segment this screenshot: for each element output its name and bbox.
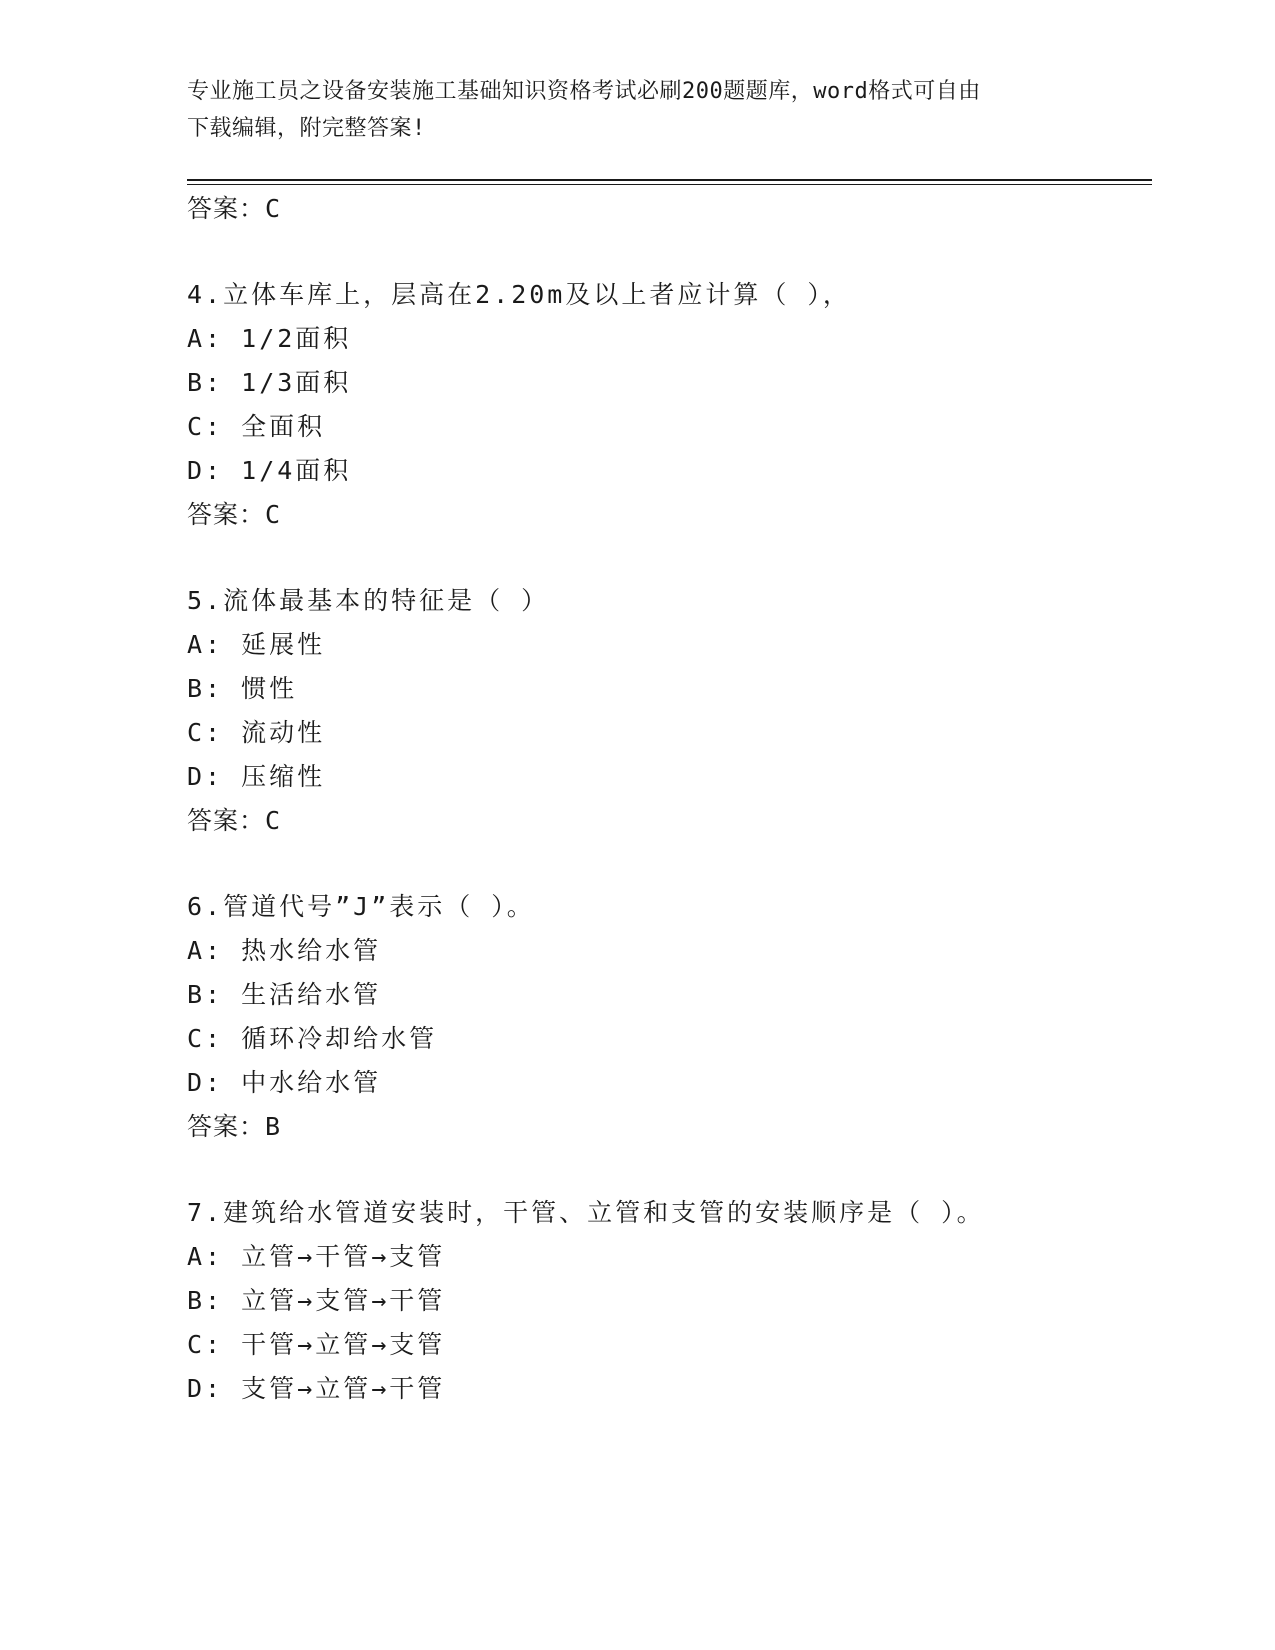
question-7-option-a: A: 立管→干管→支管 [187,1242,446,1271]
question-6-stem: 6.管道代号”J”表示（ ）。 [187,892,535,921]
question-6-option-a: A: 热水给水管 [187,936,382,965]
answer-q3: 答案：C [187,194,282,223]
question-7-option-d: D: 支管→立管→干管 [187,1374,446,1403]
question-4-stem: 4.立体车库上，层高在2.20m及以上者应计算（ ）， [187,280,851,309]
question-5-option-c: C: 流动性 [187,718,326,747]
header-divider-thin [187,184,1152,185]
question-5-stem: 5.流体最基本的特征是（ ） [187,586,550,615]
question-6-option-b: B: 生活给水管 [187,980,382,1009]
question-4-option-d: D: 1/4面积 [187,456,352,485]
question-4-option-a: A: 1/2面积 [187,324,352,353]
question-4-option-b: B: 1/3面积 [187,368,352,397]
question-4-answer: 答案：C [187,500,282,529]
question-6-option-d: D: 中水给水管 [187,1068,382,1097]
document-header [187,73,1067,147]
question-5-option-b: B: 惯性 [187,674,298,703]
question-7-option-c: C: 干管→立管→支管 [187,1330,446,1359]
question-6-answer: 答案：B [187,1112,282,1141]
header-divider-thick [187,179,1152,181]
question-4-option-c: C: 全面积 [187,412,326,441]
header-line-2: 下载编辑，附完整答案! [187,116,426,141]
question-5-answer: 答案：C [187,806,282,835]
question-5-option-a: A: 延展性 [187,630,326,659]
header-line-1: 专业施工员之设备安装施工基础知识资格考试必刷200题题库，word格式可自由 [187,79,981,104]
question-7-option-b: B: 立管→支管→干管 [187,1286,446,1315]
document-page [187,0,1152,1650]
question-6-option-c: C: 循环冷却给水管 [187,1024,438,1053]
question-5-option-d: D: 压缩性 [187,762,326,791]
question-7-stem: 7.建筑给水管道安装时，干管、立管和支管的安装顺序是（ ）。 [187,1198,985,1227]
